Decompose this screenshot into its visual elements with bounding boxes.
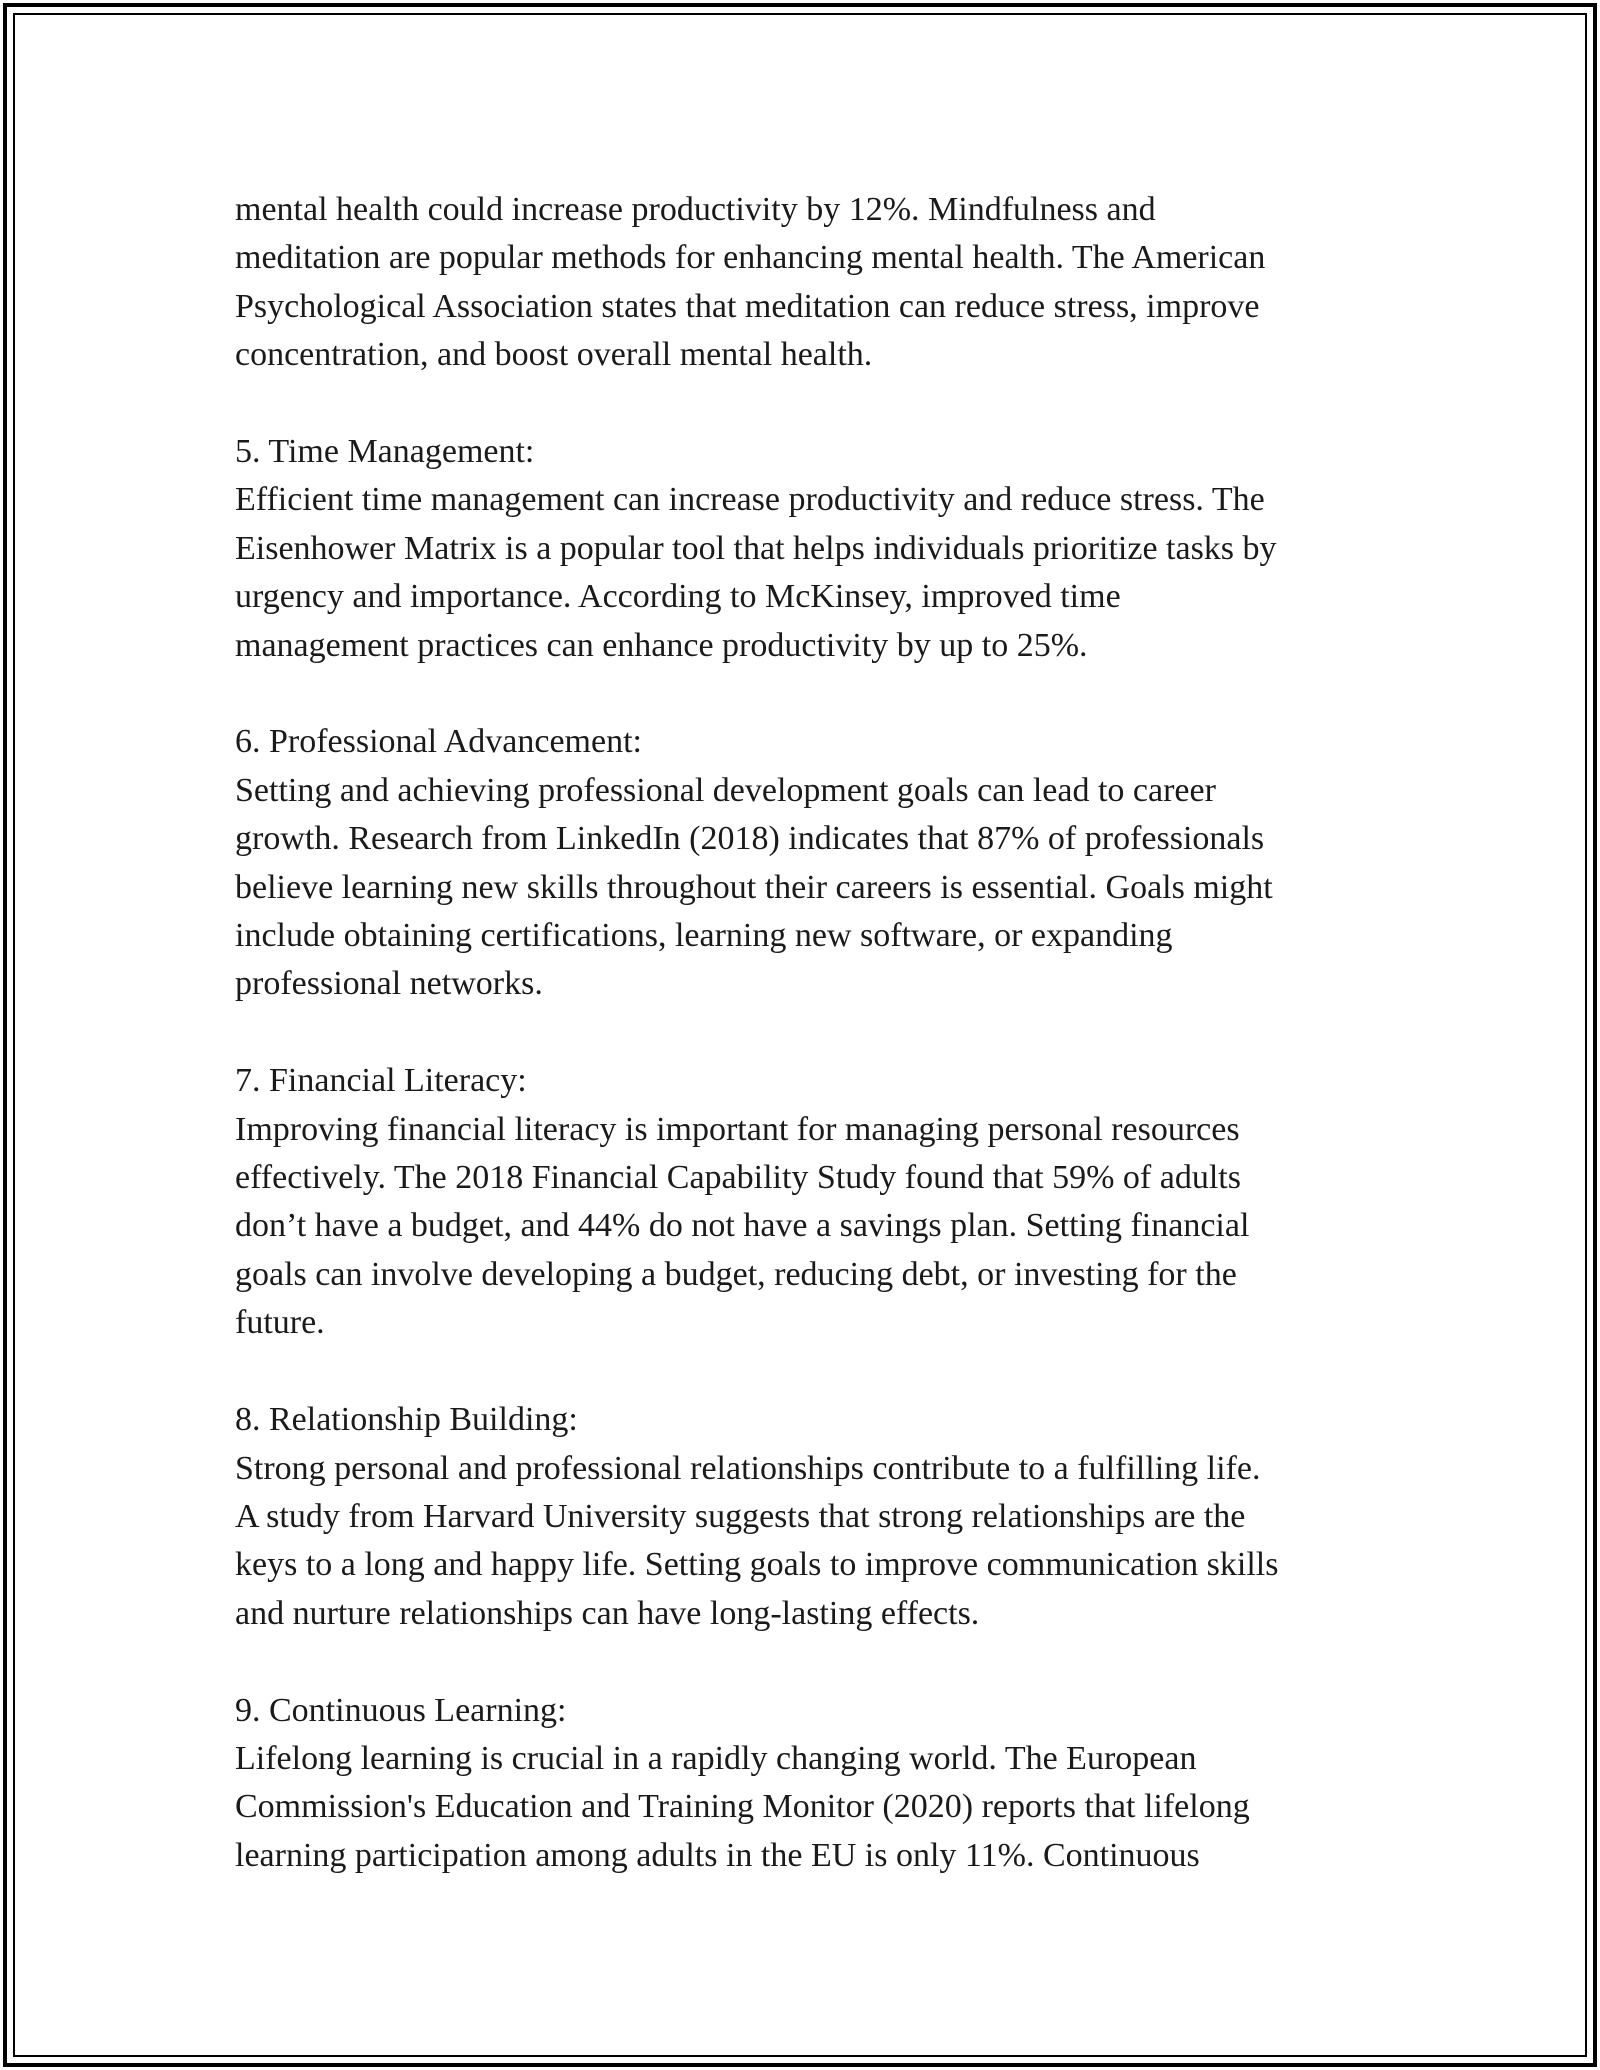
paragraph-gap [235, 380, 1375, 428]
section-time-management [235, 428, 1375, 670]
paragraph-gap [235, 670, 1375, 718]
section-relationship-building [235, 1396, 1375, 1638]
section-heading: 5. Time Management: [235, 433, 535, 471]
document-body [235, 186, 1375, 1880]
section-heading: 7. Financial Literacy: [235, 1062, 527, 1100]
paragraph-gap [235, 1348, 1375, 1396]
paragraph-gap [235, 1638, 1375, 1686]
section-body: Improving financial literacy is important for managing personal resources effectively. The 2018 Financial Capability Study found that 59% of adults don’t have a budget, and 44% do not have a savings plan. Setting financial goals can involve developing a budget, reducing debt, or investing for the future. [235, 1110, 1250, 1342]
intro-paragraph: mental health could increase productivity by 12%. Mindfulness and meditation are popular methods for enhancing mental health. The American Psychological Association states that meditation can reduce stress, improve concentration, and boost overall mental health. [235, 191, 1266, 374]
section-body: Setting and achieving professional development goals can lead to career growth. Research from LinkedIn (2018) indicates that 87% of professionals believe learning new skills throughout their careers is essential. Goals might include obtaining certifications, learning new software, or expanding professional networks. [235, 771, 1273, 1003]
section-professional-advancement [235, 718, 1375, 1008]
section-body: Efficient time management can increase productivity and reduce stress. The Eisenhower Matrix is a popular tool that helps individuals prioritize tasks by urgency and importance. According to McKinsey, improved time management practices can enhance productivity by up to 25%. [235, 481, 1277, 664]
section-body: Strong personal and professional relationships contribute to a fulfilling life. A study from Harvard University suggests that strong relationships are the keys to a long and happy life. Setting goals to improve communication skills and nurture relationships can have long-lasting effects. [235, 1449, 1279, 1632]
section-continuous-learning [235, 1687, 1375, 1881]
section-financial-literacy [235, 1057, 1375, 1347]
section-heading: 8. Relationship Building: [235, 1401, 578, 1439]
paragraph-gap [235, 1009, 1375, 1057]
section-body: Lifelong learning is crucial in a rapidly changing world. The European Commission's Education and Training Monitor (2020) reports that lifelong learning participation among adults in the EU is only 11%. Continuous [235, 1739, 1250, 1874]
section-heading: 6. Professional Advancement: [235, 723, 642, 761]
section-heading: 9. Continuous Learning: [235, 1691, 567, 1729]
